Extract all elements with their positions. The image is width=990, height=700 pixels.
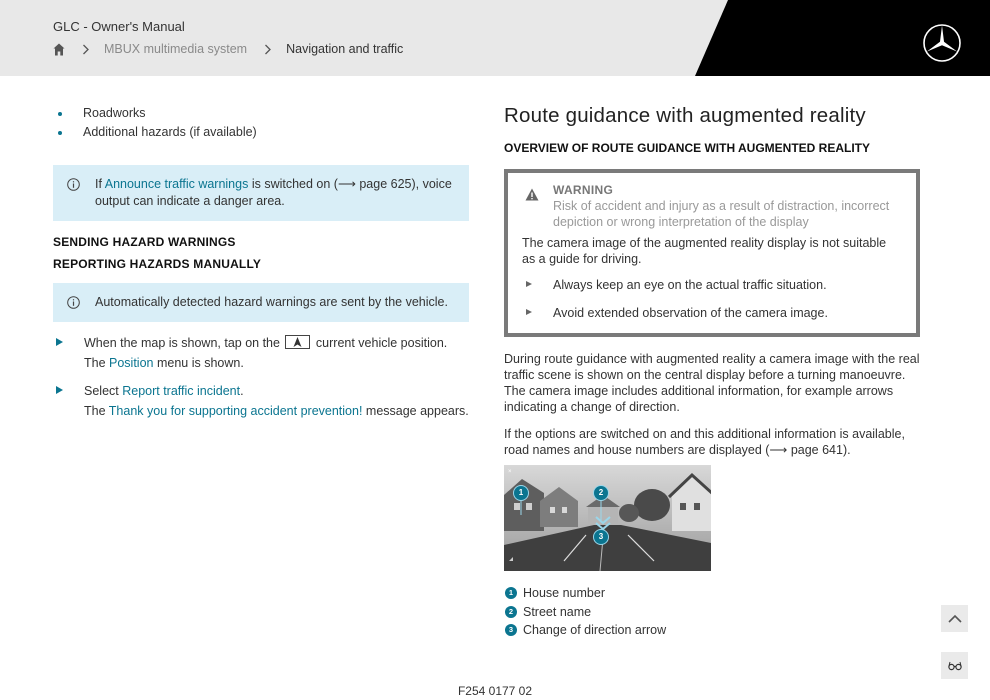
warning-steps: [522, 277, 902, 321]
legend-label: Change of direction arrow: [523, 623, 667, 637]
warning-step-text: Always keep an eye on the actual traffic situation.: [553, 278, 827, 292]
description-paragraph: During route guidance with augmented reality a camera image with the real traffic scene is shown on the central display before a turning manoeuvre. The camera image includes additional information, for example arrows indicating a change of direction.: [504, 352, 920, 414]
info-text: Automatically detected hazard warnings are sent by the vehicle.: [95, 295, 448, 309]
step-arrow-icon: [526, 281, 532, 287]
bullet-dot: [58, 112, 62, 116]
list-item-text: Roadworks: [83, 106, 146, 120]
list-item: [53, 104, 469, 123]
breadcrumb-item-mbux[interactable]: MBUX multimedia system: [104, 42, 248, 56]
step-item: [53, 333, 469, 373]
step-arrow-icon: [56, 338, 63, 346]
photo-marker-house-number: 1: [513, 485, 529, 501]
step-text: current vehicle position.: [315, 336, 448, 350]
info-icon: [67, 296, 80, 309]
overview-heading: OVERVIEW OF ROUTE GUIDANCE WITH AUGMENTED REALITY: [504, 141, 871, 155]
svg-text:×: ×: [508, 469, 512, 475]
position-menu-link[interactable]: Position: [109, 356, 154, 370]
home-icon[interactable]: [53, 43, 65, 56]
legend-number-badge: 2: [505, 606, 517, 618]
warning-box: [504, 169, 920, 337]
warning-description: Risk of accident and injury as a result of distraction, incorrect depiction or wrong interpretation of the display: [553, 199, 890, 229]
instruction-steps: [53, 333, 469, 421]
manual-title: GLC - Owner's Manual: [53, 19, 185, 34]
vehicle-position-icon: [285, 335, 310, 349]
accessibility-button[interactable]: [941, 652, 968, 679]
step-result-text: menu is shown.: [153, 356, 244, 370]
legend-label: Street name: [523, 604, 592, 619]
announce-traffic-warnings-link[interactable]: Announce traffic warnings: [104, 177, 249, 191]
legend-number-badge: 3: [505, 624, 517, 636]
report-traffic-incident-link[interactable]: Report traffic incident: [122, 384, 241, 398]
page-header: [0, 0, 990, 76]
step-item: [53, 381, 469, 421]
chevron-right-icon: [82, 44, 90, 55]
image-legend: [504, 584, 666, 640]
augmented-reality-camera-image: [504, 465, 711, 571]
glasses-icon: [948, 661, 962, 671]
legend-item: [504, 584, 666, 603]
warning-step-item: [522, 277, 902, 293]
list-item-text: Additional hazards (if available): [83, 125, 257, 139]
info-box-traffic-warnings: [53, 165, 469, 221]
breadcrumb-item-navigation: Navigation and traffic: [286, 42, 404, 56]
image-reference-code: F254 0177 02: [457, 684, 533, 698]
step-text: Select: [84, 384, 123, 398]
warning-triangle-icon: [525, 188, 539, 201]
hazard-list: [53, 104, 469, 142]
warning-step-item: [522, 305, 902, 321]
right-column: [504, 104, 920, 458]
info-icon: [67, 178, 80, 191]
legend-item: [504, 603, 666, 622]
legend-label: House number: [523, 586, 605, 600]
info-text: is switched on (⟶ page 625), voice output can indicate a danger area.: [95, 177, 452, 208]
step-text: .: [240, 384, 244, 398]
legend-item: [504, 621, 666, 640]
bullet-dot: [58, 131, 62, 135]
breadcrumb: [53, 42, 403, 56]
photo-marker-direction-arrow: 3: [593, 529, 609, 545]
list-item: [53, 123, 469, 142]
step-result-text: message appears.: [362, 404, 469, 418]
warning-body: The camera image of the augmented reality display is not suitable as a guide for driving.: [522, 236, 887, 266]
options-paragraph: If the options are switched on and this additional information is available, road names and house numbers are displayed (⟶ page 641).: [504, 427, 905, 457]
scroll-to-top-button[interactable]: [941, 605, 968, 632]
info-box-auto-hazard: [53, 283, 469, 322]
warning-title: WARNING: [553, 183, 614, 197]
info-text: If: [95, 177, 105, 191]
thank-you-message-link[interactable]: Thank you for supporting accident prevention!: [108, 404, 363, 418]
legend-number-badge: 1: [505, 587, 517, 599]
mercedes-star-logo[interactable]: [922, 23, 962, 63]
step-arrow-icon: [526, 309, 532, 315]
step-text: When the map is shown, tap on the: [84, 336, 280, 350]
step-arrow-icon: [56, 386, 63, 394]
chevron-right-icon: [264, 44, 272, 55]
photo-marker-street-name: 2: [593, 485, 609, 501]
chevron-up-icon: [948, 614, 962, 623]
step-result-text: The: [84, 356, 110, 370]
step-result-text: The: [84, 404, 109, 418]
heading-sending-hazard-warnings: SENDING HAZARD WARNINGS: [53, 235, 236, 249]
heading-reporting-hazards-manually: REPORTING HAZARDS MANUALLY: [53, 257, 262, 271]
left-column: [53, 104, 469, 421]
warning-step-text: Avoid extended observation of the camera image.: [553, 306, 828, 320]
section-title: Route guidance with augmented reality: [504, 104, 866, 127]
